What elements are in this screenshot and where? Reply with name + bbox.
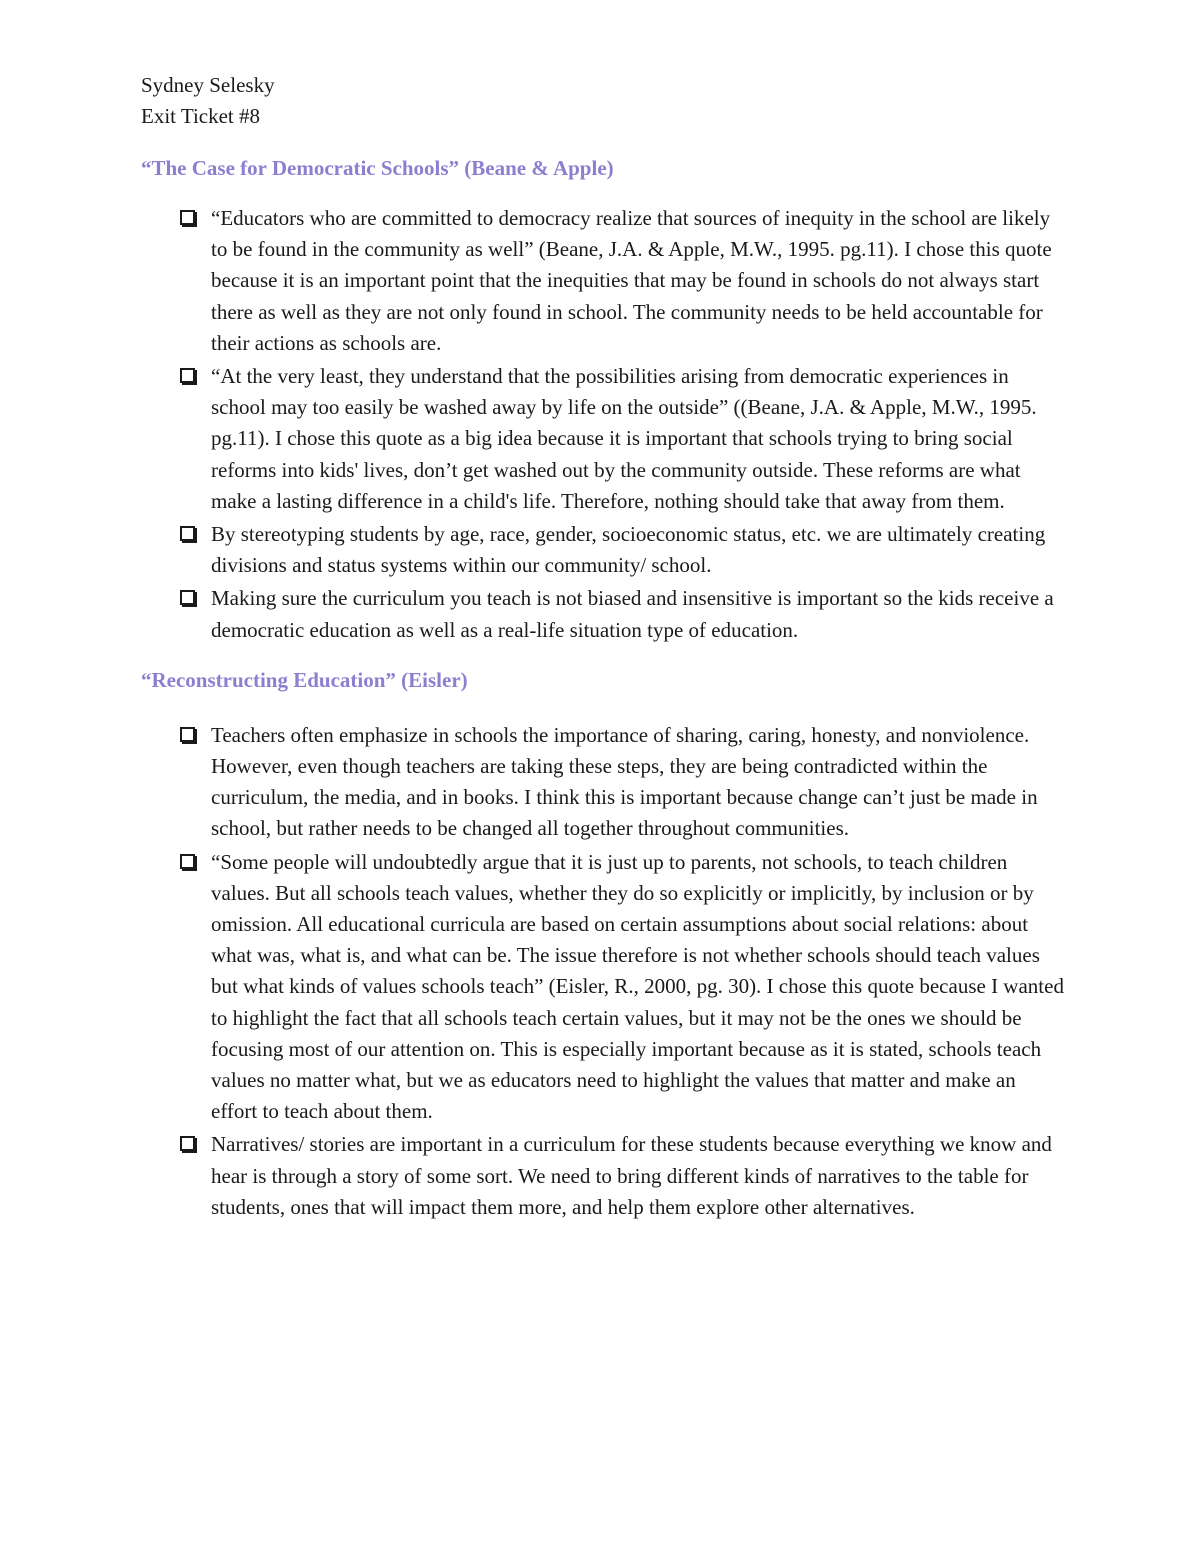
list-item-text: “At the very least, they understand that the possibilities arising from democratic experiences in school may too easily be washed away by life on the outside” ((Beane, J.A. & Apple, M.W., 1995. pg.11). I chose this quote as a big idea because it is important that schools trying to bring social reforms into kids' lives, don’t get washed out by the community outside. These reforms are what make a lasting difference in a child's life. Therefore, nothing should take that away from them.: [211, 364, 1037, 513]
document-page: [141, 70, 1066, 1225]
bullet-list-reconstructing-education: [141, 720, 1066, 1223]
list-item: [141, 583, 1066, 645]
list-item-text: Teachers often emphasize in schools the importance of sharing, caring, honesty, and nonviolence. However, even though teachers are taking these steps, they are being contradicted within the curriculum, the media, and in books. I think this is important because change can’t just be made in school, but rather needs to be changed all together throughout communities.: [211, 722, 1038, 841]
list-item-text: “Some people will undoubtedly argue that it is just up to parents, not schools, to teach children values. But all schools teach values, whether they do so explicitly or implicitly, by inclusion or by omission. All educational curricula are based on certain assumptions about social relations: about what was, what is, and what can be. The issue therefore is not whether schools should teach values but what kinds of values schools teach” (Eisler, R., 2000, pg. 30). I chose this quote because I wanted to highlight the fact that all schools teach certain values, but it may not be the ones we should be focusing most of our attention on. This is especially important because as it is stated, schools teach values no matter what, but we as educators need to highlight the values that matter and make an effort to teach about them.: [211, 849, 1064, 1124]
checkbox-bullet-icon: [180, 590, 195, 605]
checkbox-bullet-icon: [180, 526, 195, 541]
list-item: [141, 847, 1066, 1128]
author-name: Sydney Selesky: [141, 73, 275, 97]
list-item: [141, 361, 1066, 517]
list-item-text: Making sure the curriculum you teach is not biased and insensitive is important so the kids receive a democratic education as well as a real-life situation type of education.: [211, 586, 1054, 642]
list-item-text: “Educators who are committed to democracy realize that sources of inequity in the school are likely to be found in the community as well” (Beane, J.A. & Apple, M.W., 1995. pg.11). I chose this quote because it is an important point that the inequities that may be found in schools do not always start there as well as they are not only found in school. The community needs to be held accountable for their actions as schools are.: [211, 206, 1052, 355]
list-item: [141, 720, 1066, 845]
list-item-text: Narratives/ stories are important in a curriculum for these students because everything we know and hear is through a story of some sort. We need to bring different kinds of narratives to the table for students, ones that will impact them more, and help them explore other alternatives.: [211, 1132, 1052, 1219]
checkbox-bullet-icon: [180, 210, 195, 225]
list-item: [141, 519, 1066, 581]
checkbox-bullet-icon: [180, 1136, 195, 1151]
checkbox-bullet-icon: [180, 854, 195, 869]
checkbox-bullet-icon: [180, 368, 195, 383]
document-title: Exit Ticket #8: [141, 104, 261, 128]
list-item-text: By stereotyping students by age, race, gender, socioeconomic status, etc. we are ultimately creating divisions and status systems within our community/ school.: [211, 522, 1046, 578]
section-heading-reconstructing-education: “Reconstructing Education” (Eisler): [141, 667, 468, 692]
checkbox-bullet-icon: [180, 727, 195, 742]
list-item: [141, 203, 1066, 359]
bullet-list-democratic-schools: [141, 203, 1066, 646]
list-item: [141, 1129, 1066, 1223]
section-heading-democratic-schools: “The Case for Democratic Schools” (Beane & Apple): [141, 156, 614, 180]
